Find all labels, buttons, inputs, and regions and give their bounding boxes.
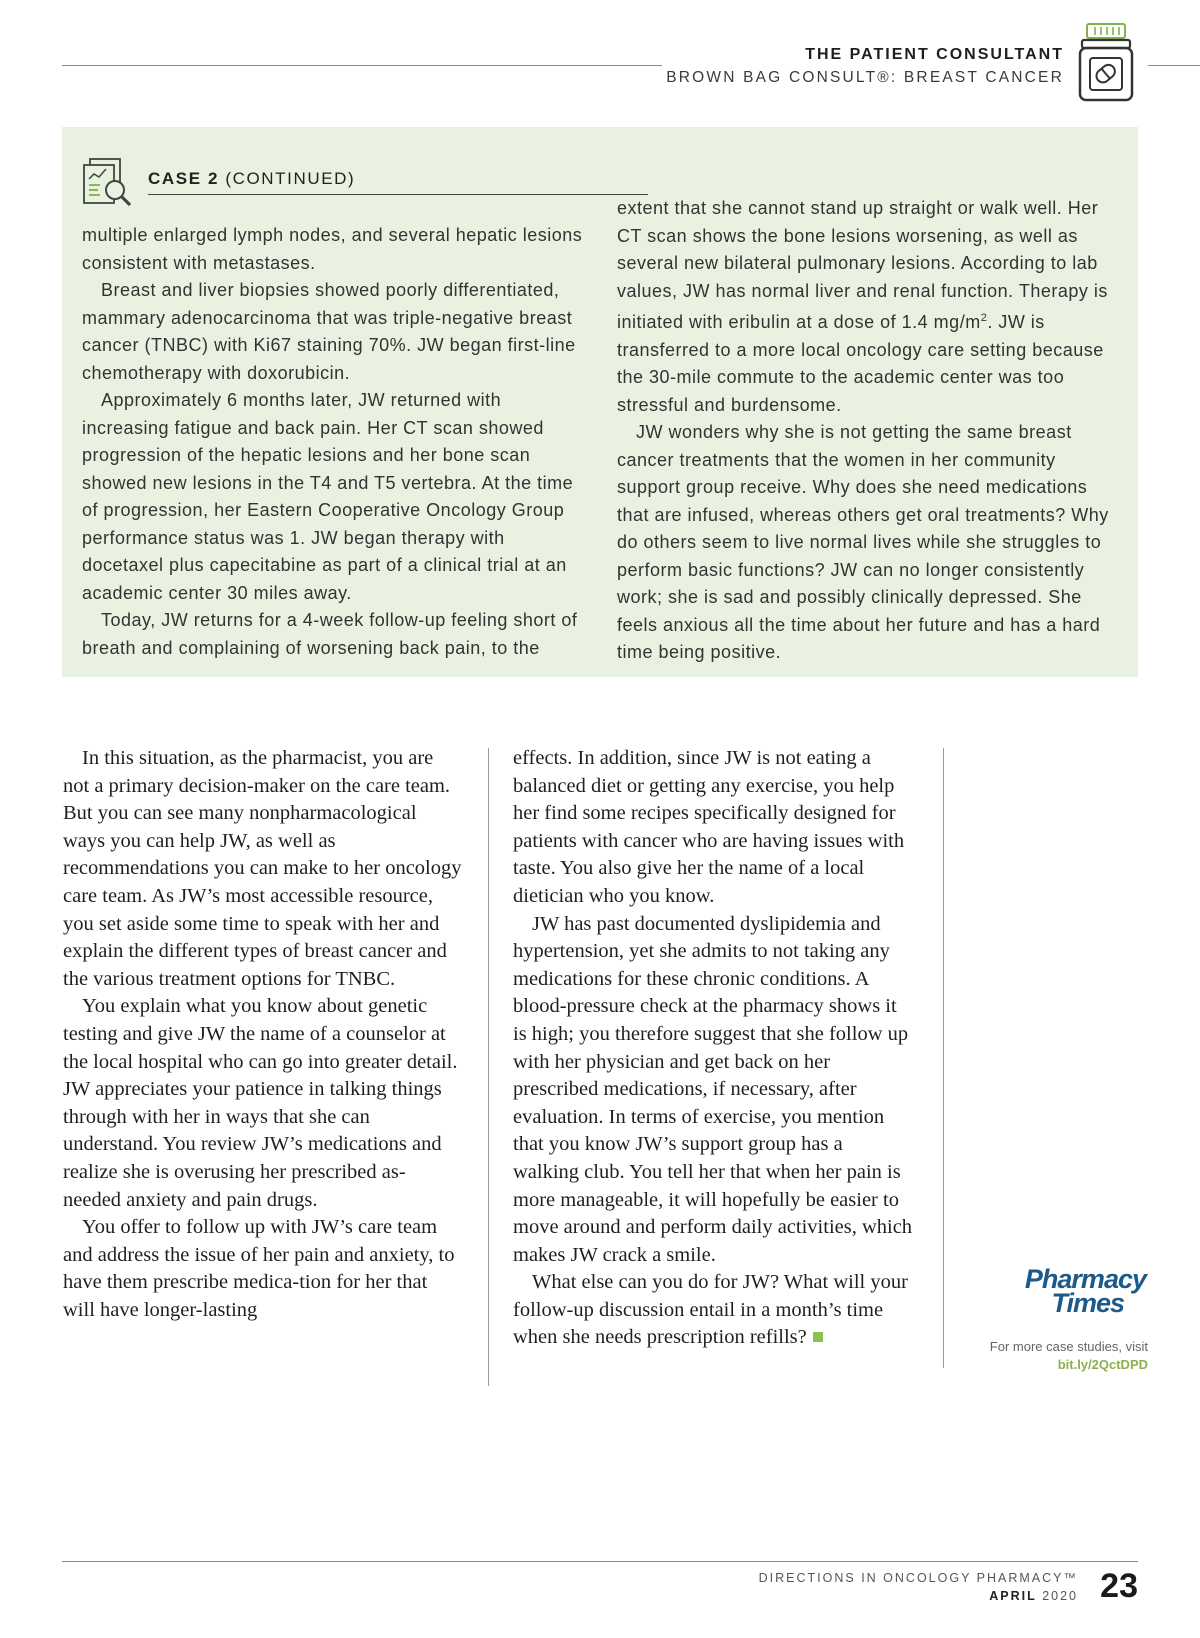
note-text: For more case studies, visit [989,1339,1148,1354]
body-paragraph: effects. In addition, since JW is not eating a balanced diet or getting any exercise, you help her find some recipes specifically designed for patients with cancer who are having issues with taste. You also give her the name of a local dietician who you know. [513,747,905,907]
body-paragraph [513,1269,913,1352]
case-column-left [82,222,588,662]
pill-bottle-icon [1078,22,1134,104]
publication-name: DIRECTIONS IN ONCOLOGY PHARMACY™ [758,1571,1078,1585]
pharmacy-times-logo [998,1262,1148,1318]
case-box [62,127,1138,677]
running-footer [759,1571,1078,1603]
body-paragraph: In this situation, as the pharmacist, you are not a primary decision-maker on the care team. But you can see many nonpharmacological ways you can help JW, as well as recommendations you can make to her oncology care team. As JW’s most accessible resource, you set aside some time to speak with her and explain the different types of breast cancer and the various treatment options for TNBC. [63,747,462,990]
body-paragraph: You offer to follow up with JW’s care team and address the issue of her pain and anxiety, to have them prescribe medica-tion for her that will have longer-lasting [63,1216,455,1321]
section-title: THE PATIENT CONSULTANT [805,46,1064,63]
page-number: 23 [1100,1567,1138,1605]
issue-year: 2020 [1036,1589,1078,1603]
footer-rule [62,1561,1138,1562]
case-report-magnifier-icon [82,157,138,209]
header-rule-left [62,65,662,66]
column-divider [488,748,489,1386]
case-paragraph: Breast and liver biopsies showed poorly differentiated, mammary adenocarcinoma that was triple-negative breast cancer (TNBC) with Ki67 staining 70%. JW began first-line chemotherapy with doxorubicin. [82,280,576,383]
body-paragraph: You explain what you know about genetic testing and give JW the name of a counselor at the local hospital who can go into greater detail. JW appreciates your patience in talking things through with her in ways that she can understand. You review JW’s medications and realize she is overusing her prescribed as-needed anxiety and pain drugs. [63,995,458,1211]
superscript: 2 [980,312,988,324]
body-column-right [513,745,913,1352]
case-heading-rule [148,194,648,195]
case-text: extent that she cannot stand up straight or walk well. Her CT scan shows the bone lesions worsening, as well as several new bilateral pulmonary lesions. According to lab values, JW has normal liver and renal function. Therapy is initiated with eribulin at a dose of 1.4 mg/m [617,198,1108,332]
case-paragraph: Today, JW returns for a 4-week follow-up feeling short of breath and complaining of worsening back pain, to the [82,610,578,658]
case-label: CASE 2 [148,169,220,188]
case-column-right [617,195,1122,667]
case-paragraph: JW wonders why she is not getting the same breast cancer treatments that the women in her community support group receive. Why does she need medications that are infused, whereas others get oral treatments? Why do others seem to live normal lives while she struggles to perform basic functions? JW can no longer consistently work; she is sad and possibly clinically depressed. She feels anxious all the time about her future and has a hard time being positive. [617,422,1109,662]
body-text: What else can you do for JW? What will your follow-up discussion entail in a month’s time when she needs prescription refills? [513,1271,908,1349]
case-paragraph [617,195,1122,419]
logo-line-2: Times [1051,1288,1124,1318]
case-text: . JW is transferred to a more local oncology care setting because the 30-mile commute to the academic center was too stressful and burdensome. [617,312,1104,415]
column-divider [943,748,944,1368]
section-subtitle: BROWN BAG CONSULT®: BREAST CANCER [666,69,1064,86]
body-column-left [63,745,463,1324]
body-paragraph: JW has past documented dyslipidemia and hypertension, yet she admits to not taking any medications for these chronic conditions. A blood-pressure check at the pharmacy shows it is high; you therefore suggest that she follow up with her physician and get back on her prescribed medications, if necessary, after evaluation. In terms of exercise, you mention that you know JW’s support group has a walking club. You tell her that when her pain is more manageable, it will hopefully be easier to move around and perform daily activities, which makes JW crack a smile. [513,912,913,1266]
logo-line-1: Pharmacy [1024,1264,1146,1294]
end-mark-icon [813,1332,823,1342]
case-studies-note [990,1338,1148,1374]
issue-date [759,1589,1078,1603]
case-continued-label: (CONTINUED) [219,169,356,188]
header-rule-right [1148,65,1200,66]
case-paragraph: multiple enlarged lymph nodes, and several hepatic lesions consistent with metastases. [82,225,583,273]
case-heading [148,169,648,189]
issue-month: APRIL [989,1589,1037,1603]
case-paragraph: Approximately 6 months later, JW returned with increasing fatigue and back pain. Her CT scan showed progression of the hepatic lesions and her bone scan showed new lesions in the T4 and T5 vertebra. At the time of progression, her Eastern Cooperative Oncology Group performance status was 1. JW began therapy with docetaxel plus capecitabine as part of a clinical trial at an academic center 30 miles away. [82,390,574,603]
running-header [666,46,1064,87]
case-studies-link[interactable]: bit.ly/2QctDPD [1057,1357,1148,1372]
